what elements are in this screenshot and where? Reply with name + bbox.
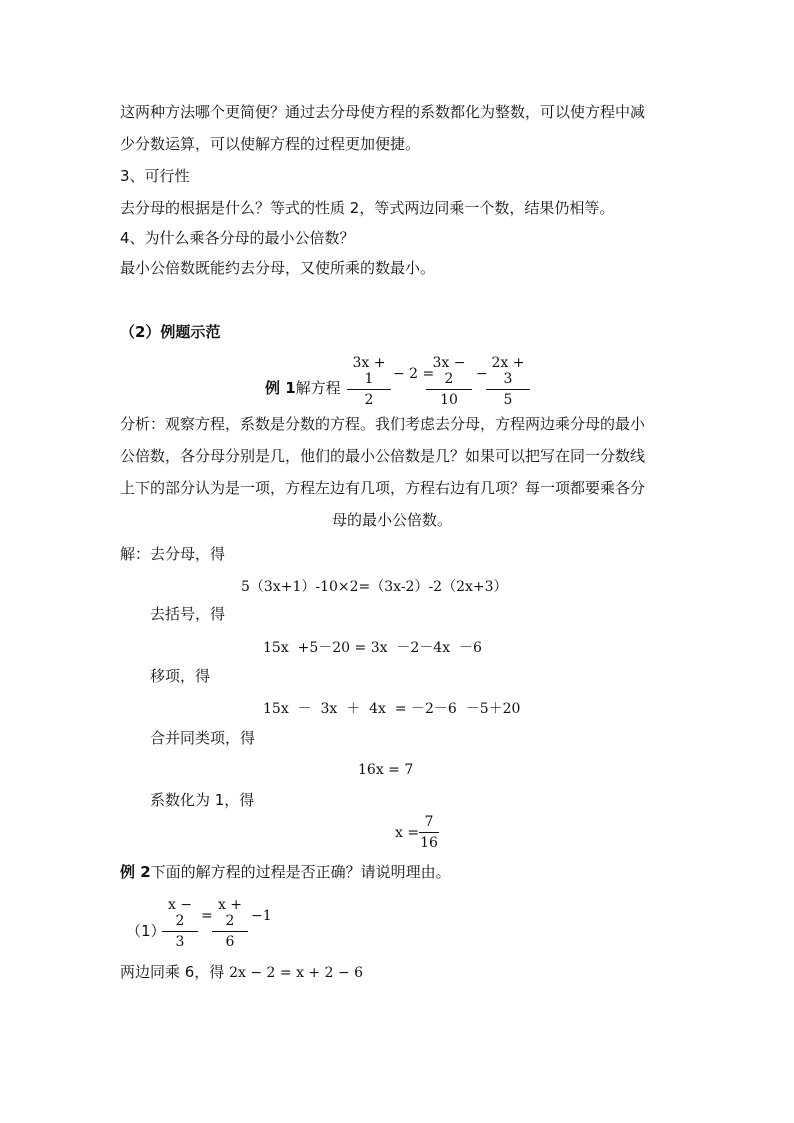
- step4-equation: 16x = 7: [358, 762, 414, 778]
- analysis-line: 公倍数，各分母分别是几，他们的最小公倍数是几？如果可以把写在同一分数线: [120, 447, 646, 465]
- equation1-minus: −: [476, 366, 488, 382]
- result-lhs: x =: [395, 825, 420, 841]
- paragraph-line: 少分数运算，可以使解方程的过程更加便捷。: [120, 135, 421, 153]
- fraction-numerator: 7: [424, 814, 434, 830]
- example2-step-label: 两边同乘 6，得: [120, 963, 225, 981]
- step2-equation: 15x +5－20 = 3x －2－4x －6: [263, 640, 482, 656]
- example2-label: [120, 862, 451, 882]
- equation2-fraction-2: [212, 897, 248, 950]
- example1-label: [265, 378, 341, 398]
- fraction-numerator: x − 2: [167, 897, 193, 929]
- equation2-equals: =: [201, 908, 213, 924]
- fraction-bar: [347, 389, 391, 390]
- analysis-line: 上下的部分认为是一项，方程左边有几项，方程右边有几项？每一项都要乘各分: [120, 479, 646, 497]
- fraction-numerator: 3x + 1: [352, 355, 386, 387]
- fraction-numerator: 3x − 2: [432, 355, 466, 387]
- step3-equation: 15x － 3x ＋ 4x = －2－6 －5＋20: [263, 701, 521, 717]
- equation1-fraction-1: [347, 355, 391, 408]
- solution-intro: 解：去分母，得: [120, 545, 226, 563]
- example1-label-bold: 例 1: [265, 379, 296, 397]
- example1-label-text: 解方程: [295, 379, 341, 397]
- fraction-bar: [162, 931, 198, 932]
- fraction-numerator: 2x + 3: [491, 355, 525, 387]
- fraction-denominator: 5: [503, 392, 513, 408]
- analysis-line: 分析：观察方程，系数是分数的方程。我们考虑去分母，方程两边乘分母的最小: [120, 415, 646, 433]
- fraction-bar: [212, 931, 248, 932]
- fraction-numerator: x + 2: [217, 897, 243, 929]
- equation2-tail: −1: [251, 908, 272, 924]
- paragraph-line: 最小公倍数既能约去分母，又使所乘的数最小。: [120, 259, 436, 277]
- example2-label-text: 下面的解方程的过程是否正确？请说明理由。: [150, 863, 451, 881]
- section-title: （2）例题示范: [120, 323, 221, 341]
- example2-step-text: [120, 962, 363, 983]
- fraction-bar: [426, 389, 472, 390]
- equation1-fraction-2: [426, 355, 472, 408]
- step2-label: 去括号，得: [150, 605, 226, 623]
- section-heading-feasibility: 3、可行性: [120, 167, 190, 185]
- paragraph-line: 这两种方法哪个更简便？通过去分母使方程的系数都化为整数，可以使方程中减: [120, 103, 646, 121]
- equation1-fraction-3: [486, 355, 530, 408]
- example2-item1-label: （1）: [126, 922, 166, 940]
- analysis-line: 母的最小公倍数。: [332, 511, 453, 529]
- fraction-bar: [486, 389, 530, 390]
- fraction-denominator: 6: [225, 934, 235, 950]
- step3-label: 移项，得: [150, 667, 211, 685]
- step4-label: 合并同类项，得: [150, 729, 256, 747]
- equation2-fraction-1: [162, 897, 198, 950]
- fraction-denominator: 10: [440, 392, 458, 408]
- section-heading-lcm: 4、为什么乘各分母的最小公倍数？: [120, 229, 355, 247]
- fraction-denominator: 3: [175, 934, 185, 950]
- step1-equation: 5（3x+1）-10×2=（3x-2）-2（2x+3）: [241, 579, 508, 595]
- result-fraction: [419, 814, 439, 851]
- example2-label-bold: 例 2: [120, 863, 151, 881]
- paragraph-line: 去分母的根据是什么？等式的性质 2，等式两边同乘一个数，结果仍相等。: [120, 199, 615, 217]
- fraction-bar: [419, 832, 439, 833]
- equation1-minus-two: − 2 =: [393, 366, 435, 382]
- example2-step-equation: 2x − 2 = x + 2 − 6: [229, 965, 364, 981]
- fraction-denominator: 16: [420, 835, 438, 851]
- fraction-denominator: 2: [364, 392, 374, 408]
- step5-label: 系数化为 1，得: [150, 791, 255, 809]
